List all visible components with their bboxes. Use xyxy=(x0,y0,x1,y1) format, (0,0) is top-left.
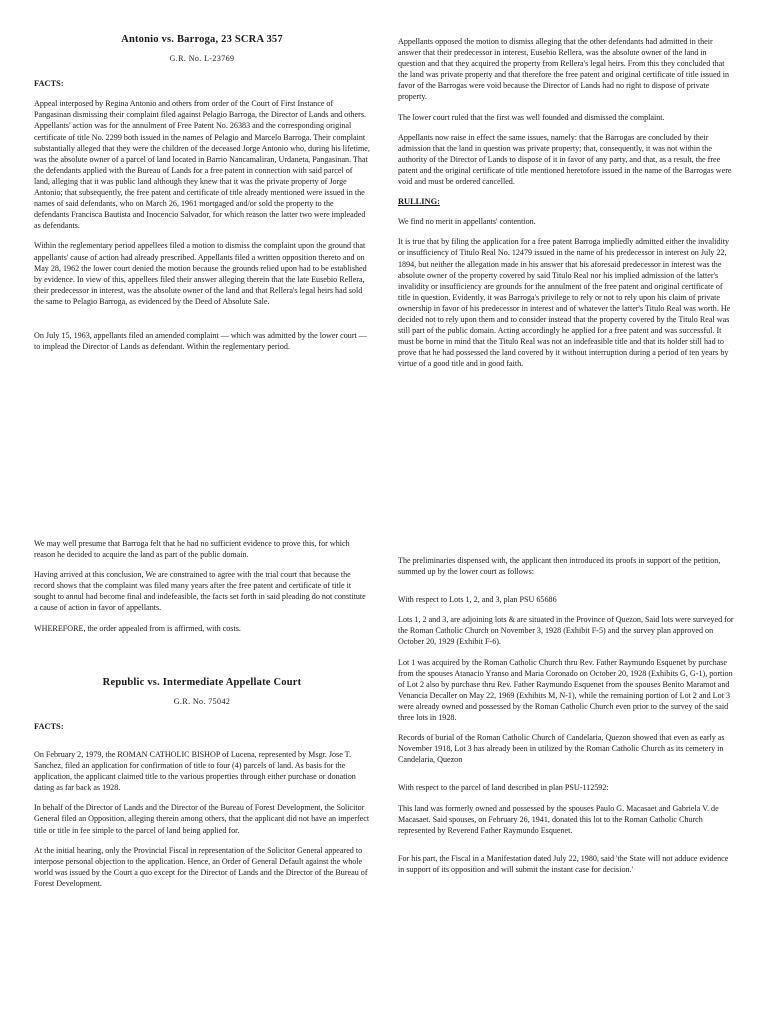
case2-paragraph-8: Records of burial of the Roman Catholic Church of Candelaria, Quezon showed that even as early as November 1918, Lot 3 has already been in utilized by the Roman Catholic Church as its cemetery in Candelaria, Quezon xyxy=(398,733,725,765)
case1-paragraph-1: Appeal interposed by Regina Antonio and others from order of the Court of First Instance of Pangasinan dismissing their complaint filed against Pelagio Barroga, the Director of Lands and others. Appellants' action was for the annulment of Free Patent No. 26383 and the corresponding original certificate of title No. 2299 both issued in the names of Pelagio and Marcelo Barroga. Their complaint substantially alleged that they were the children of the deceased Jorge Antonio who, during his lifetime, was the absolute owner of a parcel of land located in Barrio Nancamaliran, Urdaneta, Pangasinan. That the defendants applied with the Bureau of Lands for a free patent in connection with said parcel of land, alleging that it was public land although they knew that it was the private property of Jorge Antonio; that subsequently, the free patent and certificate of title already mentioned were issued in the names of said defendants, who on March 26, 1961 mortgaged and/or sold the property to the defendants Francisca Bautista and Inocencio Salvador, for which reason the latter two were impleaded as defendants. xyxy=(34,99,370,231)
case1-ruling-heading: RULLING: xyxy=(398,197,440,207)
case1-paragraph-8: It is true that by filing the application for a free patent Barroga impliedly admitted either the invalidity or insufficiency of Titulo Real No. 12479 issued in the name of his predecessor in interest on July 22, 1894, but neither the allegation made in his answer that his aforesaid predecessor in interest was the absolute owner of the property covered by said Titulo Real nor his implied admission of the latter's invalidity or insufficiency are grounds for the annulment of the free patent and original certificate of title in question. Evidently, it was Barroga's privilege to rely or not to rely upon his claim of private ownership in favor of his predecessor in interest and of whatever the latter's Titulo Real was worth. He decided not to rely upon them and to consider instead that the property covered by the Titulo Real was still part of the public domain. Acting accordingly he applied for a free patent and was successful. It must be borne in mind that the Titulo Real was not an indefeasible title and that its holder still had to prove that he had possessed the land covered by it without interruption during a period of ten years by virtue of a good title and in good faith. xyxy=(398,237,731,369)
case2-paragraph-2: In behalf of the Director of Lands and the Director of the Bureau of Forest Development, the Solicitor General filed an Opposition, alleging therein among others, that the applicant did not have an imperfect title or title in fee simple to the parcel of land being applied for. xyxy=(34,803,370,835)
case1-paragraph-2: Within the reglementary period appellees filed a motion to dismiss the complaint upon the ground that appellants' cause of action had already prescribed. Appellants filed a written opposition thereto and on May 28, 1962 the lower court denied the motion because the grounds relied upon had to be established by evidence. In view of this, appellees filed their answer alleging therein that the late Eusebio Rellera, their predecessor in interest, was the absolute owner of the land and that Rellera's legal heirs had sold the same to Pelagio Barroga, as evidenced by the Deed of Absolute Sale. xyxy=(34,241,367,306)
case1-paragraph-5: The lower court ruled that the first was well founded and dismissed the complaint. xyxy=(398,112,665,122)
case1-paragraph-9: We may well presume that Barroga felt that he had no sufficient evidence to prove this, for which reason he decided to acquire the land as part of the public domain. xyxy=(34,539,350,560)
case1-facts-heading: FACTS: xyxy=(34,79,64,89)
case2-paragraph-1: On February 2, 1979, the ROMAN CATHOLIC BISHOP of Lucena, represented by Msgr. Jose T. Sanchez, filed an application for confirmation of title to four (4) parcels of land. As basis for the application, the applicant claimed title to the various properties through either purchase or donation dating as far back as 1928. xyxy=(34,749,356,793)
case2-paragraph-9: With respect to the parcel of land described in plan PSU-112592: xyxy=(398,783,609,793)
case1-paragraph-7: We find no merit in appellants' contention. xyxy=(398,217,536,227)
case2-gr-number: G.R. No. 75042 xyxy=(173,696,231,706)
case1-column-top-right xyxy=(398,36,734,378)
case1-gr-number: G.R. No. L-23769 xyxy=(169,54,235,64)
bottom-left-column xyxy=(34,538,370,898)
case2-paragraph-11: For his part, the Fiscal in a Manifestation dated July 22, 1980, said 'the State will not adduce evidence in support of its opposition and will submit the instant case for decision.' xyxy=(398,853,729,874)
case2-paragraph-6: Lots 1, 2 and 3, are adjoining lots & are situated in the Province of Quezon, Said lots were surveyed for the Roman Catholic Church on November 3, 1928 (Exhibit F-5) and the survey plan approved on October 20, 1929 (Exhibit F-6). xyxy=(398,615,734,647)
case1-paragraph-3: On July 15, 1963, appellants filed an amended complaint — which was admitted by the lower court — to implead the Director of Lands as defendant. Within the reglementary period. xyxy=(34,330,367,352)
case2-paragraph-3: At the initial hearing, only the Provincial Fiscal in representation of the Solicitor General appeared to interpose personal objection to the application. Hence, an Order of General Default against the whole world was issued by the Court a quo except for the Director of Lands and the Director of the Bureau of Forest Development. xyxy=(34,845,368,888)
case2-paragraph-7: Lot 1 was acquired by the Roman Catholic Church thru Rev. Father Raymundo Esquenet by purchase from the spouses Atanacio Yranso and Maria Coronado on October 20, 1928 (Exhibits G, G-1), portion of Lot 2 also by purchase thru Rev. Father Raymundo Esquenet from the spouses Benito Maramot and Venancia Decaller on May 22, 1969 (Exhibits M, N-1), while the remaining portion of Lot 2 and Lot 3 were already owned and possessed by the Roman Catholic Church even prior to the survey of the said three lots in 1928. xyxy=(398,657,733,723)
case2-title: Republic vs. Intermediate Appellate Court xyxy=(102,676,302,688)
case1-title: Antonio vs. Barroga, 23 SCRA 357 xyxy=(121,34,283,45)
case2-paragraph-5: With respect to Lots 1, 2, and 3, plan PSU 65686 xyxy=(398,595,557,605)
case1-paragraph-4: Appellants opposed the motion to dismiss alleging that the other defendants had admitted in their answer that their predecessor in interest, Eusebio Rellera, was the absolute owner of the land in question and that they acquired the property from Rellera's legal heirs. From this they concluded that the land was private property and that therefore the free patent and original certificate of title issued in favor of the Barrogas were void because the Director of Lands had no right to dispose of private property. xyxy=(398,37,730,102)
case2-column-bottom-right xyxy=(398,555,734,884)
case1-paragraph-10: Having arrived at this conclusion, We are constrained to agree with the trial court that because the record shows that the complaint was filed many years after the free patent and certificate of title it sought to annul had become final and indefeasible, the facts set forth in said pleading do not constitute a cause of action in favor of appellants. xyxy=(34,570,366,613)
case1-paragraph-11: WHEREFORE, the order appealed from is affirmed, with costs. xyxy=(34,623,241,633)
case2-paragraph-4: The preliminaries dispensed with, the applicant then introduced its proofs in support of the petition, summed up by the lower court as follows: xyxy=(398,556,721,577)
case1-paragraph-6: Appellants now raise in effect the same issues, namely: that the Barrogas are concluded by their admission that the land in question was private property; that, consequently, it was not within the authority of the Director of Lands to dispose of it in favor of any party, and that, as a result, the free patent and the original certificate of title mentioned heretofore issued in the name of the Barrogas were void and must be ordered cancelled. xyxy=(398,132,732,187)
case2-paragraph-10: This land was formerly owned and possessed by the spouses Paulo G. Macasaet and Gabriela V. de Macasaet. Said spouses, on February 26, 1941, donated this lot to the Roman Catholic Church represented by Reverend Father Raymundo Esquenet. xyxy=(398,803,719,835)
case1-column-top-left xyxy=(34,34,370,361)
case2-facts-heading: FACTS: xyxy=(34,721,64,731)
